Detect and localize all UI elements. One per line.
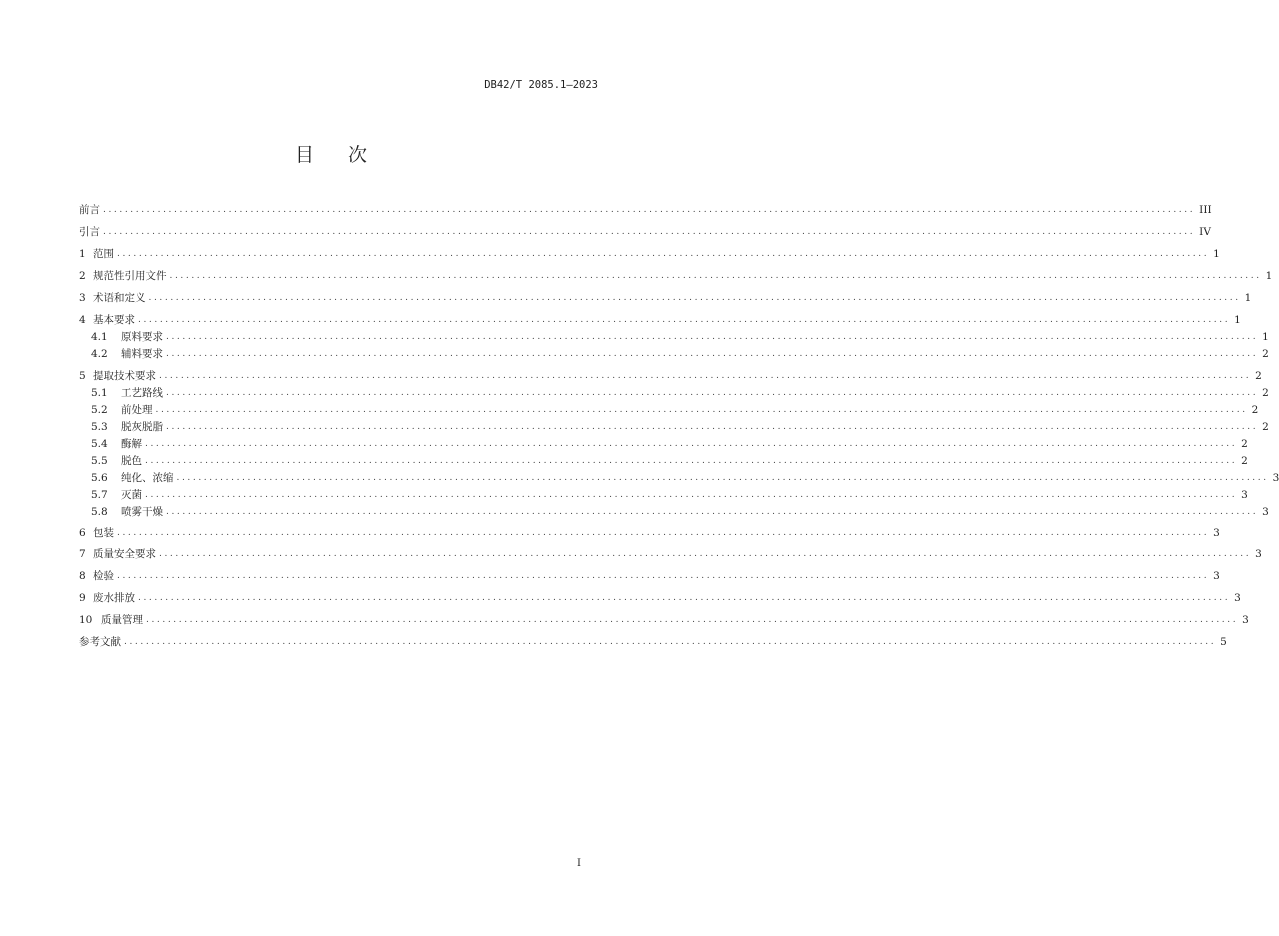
title-part-2: 次 <box>348 144 368 166</box>
toc-entry-page: 3 <box>1242 614 1249 626</box>
toc-entry-page: 1 <box>1234 314 1241 326</box>
toc-entry[interactable] <box>79 200 1212 217</box>
toc-entry-number: 5.5 <box>91 455 108 467</box>
toc-entry-text: 脱灰脱脂 <box>121 421 163 433</box>
toc-entry-number: 9 <box>79 592 86 604</box>
toc-entry-text: 质量安全要求 <box>93 548 156 560</box>
toc-dot-leader: ........................................................................................................................................................................................................ <box>166 332 1259 342</box>
toc-entry-page: 3 <box>1272 472 1279 484</box>
toc-entry-number: 5.4 <box>91 438 108 450</box>
toc-entry-number: 3 <box>79 292 86 304</box>
toc-entry-page: 5 <box>1220 636 1227 648</box>
toc-entry-number: 7 <box>79 548 86 560</box>
toc-dot-leader: ........................................................................................................................................................................................................ <box>117 528 1210 538</box>
toc-entry[interactable] <box>79 610 1249 627</box>
toc-entry-label <box>79 547 159 561</box>
toc-dot-leader: ........................................................................................................................................................................................................ <box>176 473 1269 483</box>
toc-entry[interactable] <box>79 468 1279 485</box>
toc-dot-leader: ........................................................................................................................................................................................................ <box>103 205 1196 215</box>
toc-entry[interactable] <box>79 366 1262 383</box>
toc-entry-text: 检验 <box>93 570 114 582</box>
toc-entry-label <box>79 291 149 305</box>
toc-entry[interactable] <box>79 588 1241 605</box>
toc-entry-text: 工艺路线 <box>121 387 163 399</box>
toc-entry-label <box>79 613 146 627</box>
toc-entry-number: 5 <box>79 370 86 382</box>
toc-entry-number: 4.2 <box>91 348 108 360</box>
toc-entry-page: 2 <box>1262 421 1269 433</box>
toc-entry-text: 前处理 <box>121 404 153 416</box>
toc-dot-leader: ........................................................................................................................................................................................................ <box>159 549 1252 559</box>
toc-entry-label <box>79 635 124 649</box>
toc-entry-number: 1 <box>79 248 86 260</box>
toc-entry-text: 废水排放 <box>93 592 135 604</box>
toc-entry-page: 1 <box>1262 331 1269 343</box>
toc-entry-page: 3 <box>1234 592 1241 604</box>
toc-entry[interactable] <box>79 344 1269 361</box>
toc-entry-label <box>79 369 159 383</box>
toc-entry-number: 5.7 <box>91 489 108 501</box>
page-number: I <box>577 858 581 869</box>
toc-entry[interactable] <box>79 434 1248 451</box>
toc-entry-page: 2 <box>1255 370 1262 382</box>
toc-entry-label <box>79 203 103 217</box>
toc-dot-leader: ........................................................................................................................................................................................................ <box>138 593 1231 603</box>
toc-entry-text: 包装 <box>93 527 114 539</box>
toc-entry-text: 纯化、浓缩 <box>121 472 174 484</box>
toc-entry-number: 5.1 <box>91 387 108 399</box>
toc-entry-number: 5.8 <box>91 506 108 518</box>
toc-dot-leader: ........................................................................................................................................................................................................ <box>117 249 1210 259</box>
toc-dot-leader: ........................................................................................................................................................................................................ <box>145 439 1238 449</box>
toc-entry[interactable] <box>79 566 1220 583</box>
toc-dot-leader: ........................................................................................................................................................................................................ <box>103 227 1196 237</box>
toc-entry-label <box>79 526 117 540</box>
toc-entry[interactable] <box>79 310 1241 327</box>
toc-entry-label <box>79 591 138 605</box>
toc-entry-text: 参考文献 <box>79 636 121 648</box>
toc-entry-text: 基本要求 <box>93 314 135 326</box>
toc-entry-text: 灭菌 <box>121 489 142 501</box>
toc-entry-page: 2 <box>1251 404 1259 416</box>
toc-entry-text: 辅料要求 <box>121 348 163 360</box>
toc-entry-label <box>79 247 117 261</box>
toc-entry[interactable] <box>79 400 1259 417</box>
toc-entry-text: 酶解 <box>121 438 142 450</box>
toc-entry-text: 前言 <box>79 204 100 216</box>
toc-dot-leader: ........................................................................................................................................................................................................ <box>166 422 1259 432</box>
toc-entry-label <box>79 269 170 283</box>
toc-entry-label <box>79 313 138 327</box>
toc-dot-leader: ........................................................................................................................................................................................................ <box>155 405 1248 415</box>
toc-entry-text: 提取技术要求 <box>93 370 156 382</box>
toc-dot-leader: ........................................................................................................................................................................................................ <box>145 456 1238 466</box>
toc-entry-text: 质量管理 <box>101 614 143 626</box>
toc-entry-page: III <box>1199 204 1212 216</box>
toc-dot-leader: ........................................................................................................................................................................................................ <box>166 349 1259 359</box>
toc-entry-number: 6 <box>79 527 86 539</box>
toc-dot-leader: ........................................................................................................................................................................................................ <box>166 507 1259 517</box>
toc-entry-label <box>79 454 145 468</box>
toc-entry[interactable] <box>79 244 1220 261</box>
toc-entry[interactable] <box>79 451 1248 468</box>
toc-entry-label <box>79 505 166 519</box>
toc-entry[interactable] <box>79 502 1269 519</box>
toc-entry-label <box>79 386 166 400</box>
toc-entry-text: 引言 <box>79 226 100 238</box>
toc-entry-number: 5.2 <box>91 404 108 416</box>
toc-entry-page: IV <box>1199 226 1211 238</box>
document-code: DB42/T 2085.1—2023 <box>484 79 598 91</box>
toc-entry-text: 脱色 <box>121 455 142 467</box>
toc-entry-page: 2 <box>1262 387 1269 399</box>
toc-entry-number: 2 <box>79 270 86 282</box>
toc-entry-label <box>79 330 166 344</box>
toc-dot-leader: ........................................................................................................................................................................................................ <box>117 571 1210 581</box>
toc-entry-label <box>79 569 117 583</box>
toc-entry[interactable] <box>79 222 1211 239</box>
toc-dot-leader: ........................................................................................................................................................................................................ <box>146 615 1239 625</box>
toc-entry-label <box>79 420 166 434</box>
toc-entry[interactable] <box>79 266 1273 283</box>
toc-entry-page: 3 <box>1241 489 1248 501</box>
toc-entry-label <box>79 347 166 361</box>
toc-entry-page: 2 <box>1241 455 1248 467</box>
toc-entry-number: 8 <box>79 570 86 582</box>
title-part-1: 目 <box>294 144 314 166</box>
toc-entry[interactable] <box>79 288 1252 305</box>
toc-entry-number: 5.6 <box>91 472 108 484</box>
toc-entry-number: 4 <box>79 314 86 326</box>
toc-dot-leader: ........................................................................................................................................................................................................ <box>145 490 1238 500</box>
toc-entry-label <box>79 437 145 451</box>
toc-entry-text: 范围 <box>93 248 114 260</box>
toc-entry-label <box>79 471 177 485</box>
toc-entry-page: 1 <box>1244 292 1252 304</box>
toc-dot-leader: ........................................................................................................................................................................................................ <box>148 293 1241 303</box>
toc-entry-page: 1 <box>1265 270 1273 282</box>
toc-entry[interactable] <box>79 327 1269 344</box>
toc-entry-text: 喷雾干燥 <box>121 506 163 518</box>
toc-entry[interactable] <box>79 523 1220 540</box>
toc-dot-leader: ........................................................................................................................................................................................................ <box>138 315 1231 325</box>
toc-dot-leader: ........................................................................................................................................................................................................ <box>166 388 1259 398</box>
toc-entry-label <box>79 225 103 239</box>
toc-entry-number: 10 <box>79 614 93 626</box>
toc-entry-number: 4.1 <box>91 331 108 343</box>
toc-entry[interactable] <box>79 417 1269 434</box>
toc-entry-label <box>79 488 145 502</box>
toc-dot-leader: ........................................................................................................................................................................................................ <box>159 371 1252 381</box>
toc-entry[interactable] <box>79 544 1262 561</box>
toc-entry-number: 5.3 <box>91 421 108 433</box>
toc-entry[interactable] <box>79 632 1227 649</box>
toc-entry-page: 2 <box>1262 348 1269 360</box>
toc-entry-label <box>79 403 156 417</box>
toc-entry[interactable] <box>79 383 1269 400</box>
toc-dot-leader: ........................................................................................................................................................................................................ <box>124 637 1217 647</box>
toc-entry-page: 2 <box>1241 438 1248 450</box>
toc-dot-leader: ........................................................................................................................................................................................................ <box>169 271 1262 281</box>
toc-entry-page: 1 <box>1213 248 1220 260</box>
toc-entry-page: 3 <box>1255 548 1262 560</box>
toc-entry-text: 规范性引用文件 <box>93 270 167 282</box>
toc-entry-text: 原料要求 <box>121 331 163 343</box>
toc-entry-text: 术语和定义 <box>93 292 146 304</box>
page-title <box>0 140 662 167</box>
toc-entry-page: 3 <box>1213 527 1220 539</box>
toc-entry[interactable] <box>79 485 1248 502</box>
toc-entry-page: 3 <box>1262 506 1269 518</box>
toc-entry-page: 3 <box>1213 570 1220 582</box>
